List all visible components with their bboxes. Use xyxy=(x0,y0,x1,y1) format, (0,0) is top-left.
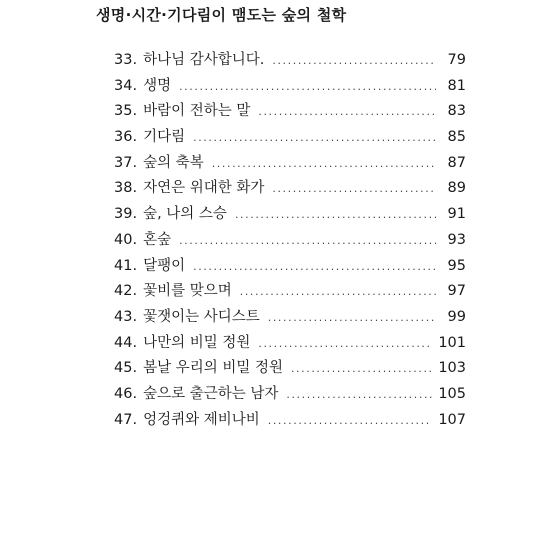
toc-entry-title: 봄날 우리의 비밀 정원 xyxy=(143,360,283,377)
toc-entry-title: 엉겅퀴와 제비나비 xyxy=(143,411,260,428)
toc-entry-title: 바람이 전하는 말 xyxy=(143,103,251,120)
table-of-contents xyxy=(114,48,466,433)
toc-entry-number: 46. xyxy=(114,385,138,402)
toc-entry xyxy=(114,48,466,74)
toc-entry-title: 꽃비를 맞으며 xyxy=(143,283,232,300)
dot-leader xyxy=(179,234,436,247)
toc-entry-title: 자연은 위대한 화가 xyxy=(143,180,265,197)
dot-leader xyxy=(272,182,436,195)
dot-leader xyxy=(212,157,436,170)
toc-entry xyxy=(114,99,466,125)
toc-entry-title: 나만의 비밀 정원 xyxy=(143,334,251,351)
running-header-title: 생명·시간·기다림이 맴도는 숲의 철학 xyxy=(96,6,347,24)
toc-entry-page: 85 xyxy=(447,129,466,146)
toc-entry-page: 107 xyxy=(438,411,466,428)
toc-entry xyxy=(114,125,466,151)
toc-entry-title: 숲, 나의 스승 xyxy=(143,206,227,223)
dot-leader xyxy=(258,105,436,118)
dot-leader xyxy=(268,414,433,427)
toc-entry-title: 생명 xyxy=(143,77,172,94)
toc-entry-page: 79 xyxy=(447,52,466,68)
toc-entry-page: 105 xyxy=(438,385,466,402)
toc-entry xyxy=(114,74,466,100)
toc-entry-number: 37. xyxy=(114,154,138,171)
toc-entry-title: 기다림 xyxy=(143,129,186,146)
toc-entry xyxy=(114,151,466,177)
dot-leader xyxy=(235,208,436,221)
toc-entry xyxy=(114,279,466,305)
toc-entry-number: 38. xyxy=(114,180,138,197)
toc-entry-page: 99 xyxy=(447,308,466,325)
dot-leader xyxy=(193,260,436,273)
toc-entry-number: 34. xyxy=(114,77,138,94)
toc-entry-page: 97 xyxy=(447,283,466,300)
toc-entry xyxy=(114,202,466,228)
toc-entry xyxy=(114,254,466,280)
toc-entry-page: 83 xyxy=(447,103,466,120)
dot-leader xyxy=(286,388,432,401)
toc-entry-number: 40. xyxy=(114,231,138,248)
dot-leader xyxy=(258,337,432,350)
toc-entry xyxy=(114,305,466,331)
toc-entry-number: 41. xyxy=(114,257,138,274)
toc-entry-title: 하나님 감사합니다. xyxy=(143,52,265,68)
toc-entry-page: 91 xyxy=(447,206,466,223)
dot-leader xyxy=(272,54,436,67)
toc-entry-title: 숲의 축복 xyxy=(143,154,204,171)
toc-entry xyxy=(114,331,466,357)
dot-leader xyxy=(240,285,436,298)
toc-entry-title: 꽃잿이는 사디스트 xyxy=(143,308,260,325)
toc-entry-page: 95 xyxy=(447,257,466,274)
toc-entry-number: 45. xyxy=(114,360,138,377)
toc-entry xyxy=(114,228,466,254)
dot-leader xyxy=(268,311,436,324)
toc-entry-number: 39. xyxy=(114,206,138,223)
toc-entry-page: 93 xyxy=(447,231,466,248)
toc-entry-page: 81 xyxy=(447,77,466,94)
toc-entry-number: 42. xyxy=(114,283,138,300)
toc-entry-number: 33. xyxy=(114,52,138,68)
toc-entry-page: 89 xyxy=(447,180,466,197)
toc-entry xyxy=(114,408,466,434)
dot-leader xyxy=(179,80,436,93)
toc-entry xyxy=(114,176,466,202)
dot-leader xyxy=(193,131,436,144)
toc-entry-page: 101 xyxy=(438,334,466,351)
toc-entry-number: 44. xyxy=(114,334,138,351)
toc-entry-number: 36. xyxy=(114,129,138,146)
toc-entry-page: 87 xyxy=(447,154,466,171)
toc-entry-number: 43. xyxy=(114,308,138,325)
toc-entry-number: 47. xyxy=(114,411,138,428)
toc-entry xyxy=(114,356,466,382)
toc-entry xyxy=(114,382,466,408)
toc-entry-title: 달팽이 xyxy=(143,257,186,274)
toc-entry-page: 103 xyxy=(438,360,466,377)
toc-entry-title: 숲으로 출근하는 남자 xyxy=(143,385,279,402)
toc-entry-number: 35. xyxy=(114,103,138,120)
toc-entry-title: 혼숲 xyxy=(143,231,172,248)
dot-leader xyxy=(291,362,432,375)
